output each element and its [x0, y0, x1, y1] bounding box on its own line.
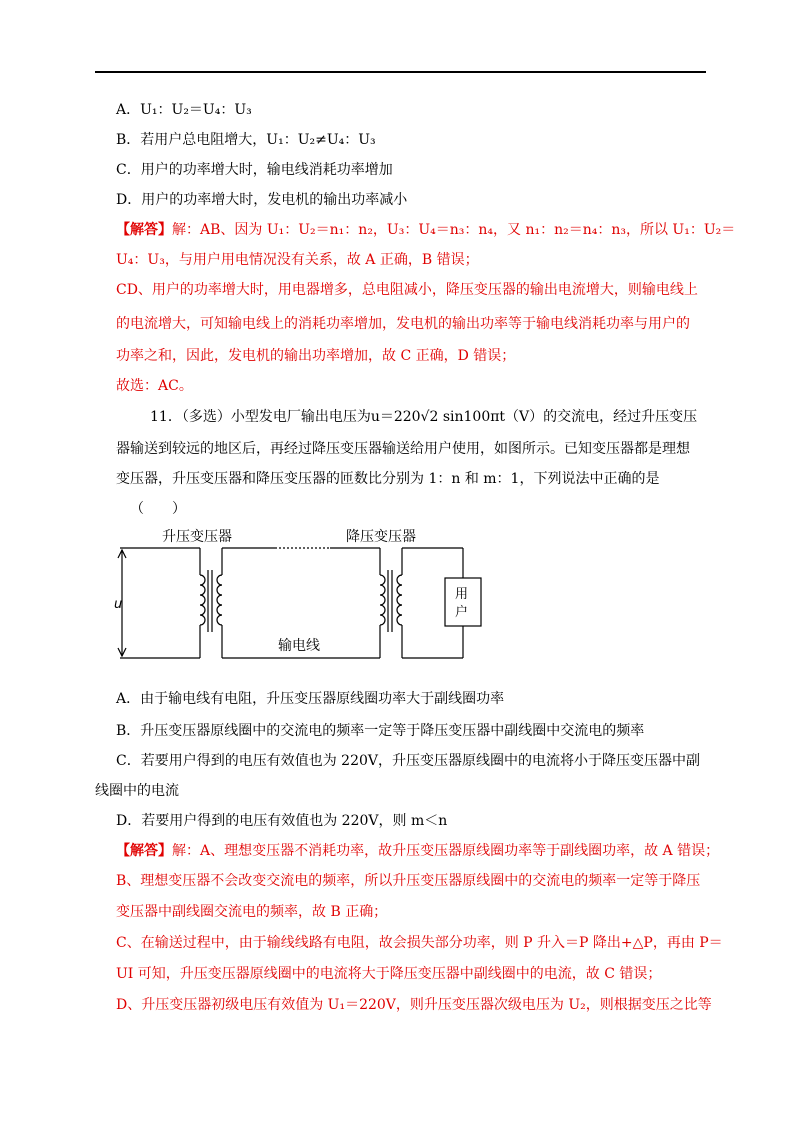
q10-answer-line-2: U₄：U₃，与用户用电情况没有关系，故 A 正确，B 错误； [116, 252, 479, 268]
q10-option-a: A．U₁：U₂＝U₄：U₃ [116, 102, 252, 118]
step-down-secondary-coil [397, 575, 402, 625]
transmission-line-label: 输电线 [278, 638, 320, 654]
q10-answer-tag: 【解答】 [116, 222, 172, 238]
q11-option-c-cont: 线圈中的电流 [95, 783, 179, 799]
q10-answer-line-1: 【解答】解：AB、因为 U₁：U₂＝n₁：n₂，U₃：U₄＝n₃：n₄，又 n₁：n₂＝n₄：n₃，所以 U₁：U₂＝ [116, 222, 736, 238]
q11-stem-line-4: （ ） [130, 501, 186, 517]
q10-answer-line-6: 故选：AC。 [116, 378, 193, 394]
step-up-label: 升压变压器 [162, 529, 232, 545]
q10-answer-line-5: 功率之和，因此，发电机的输出功率增加，故 C 正确，D 错误； [116, 348, 516, 364]
q10-option-b: B．若用户总电阻增大，U₁：U₂≠U₄：U₃ [116, 132, 376, 148]
user-label-bottom: 户 [455, 605, 469, 620]
q11-option-d: D．若要用户得到的电压有效值也为 220V，则 m＜n [116, 813, 448, 829]
q11-stem-line-2: 器输送到较远的地区后，再经过降压变压器输送给用户使用，如图所示。已知变压器都是理想 [116, 441, 690, 457]
q11-option-b: B．升压变压器原线圈中的交流电的频率一定等于降压变压器中副线圈中交流电的频率 [116, 723, 645, 739]
q11-answer-line-2: B、理想变压器不会改变交流电的频率，所以升压变压器原线圈中的交流电的频率一定等于降压 [116, 873, 701, 889]
q11-answer-line-5: UI 可知，升压变压器原线圈中的电流将大于降压变压器中副线圈中的电流，故 C 错误； [116, 966, 662, 982]
q11-option-c: C．若要用户得到的电压有效值也为 220V，升压变压器原线圈中的电流将小于降压变压器中副 [116, 753, 700, 769]
user-label-top: 用 [455, 587, 469, 602]
q11-stem-line-1: 11．（多选）小型发电厂输出电压为u＝220√2 sin100πt（V）的交流电，经过升压变压 [150, 409, 698, 425]
q11-answer-line-6: D、升压变压器初级电压有效值为 U₁＝220V，则升压变压器次级电压为 U₂，则根据变压之比等 [116, 997, 712, 1013]
circuit-diagram [100, 520, 500, 660]
q11-answer-line-4: C、在输送过程中，由于输线线路有电阻，故会损失部分功率，则 P 升入＝P 降出+△P，再由 P＝ [116, 935, 723, 951]
q11-answer-line-3: 变压器中副线圈交流电的频率，故 B 正确； [116, 904, 388, 920]
header-rule [95, 71, 706, 73]
step-down-label: 降压变压器 [346, 529, 416, 545]
voltage-label: u [114, 597, 123, 612]
q10-option-c: C．用户的功率增大时，输电线消耗功率增加 [116, 162, 393, 178]
step-down-primary-coil [380, 575, 385, 625]
q10-option-d: D．用户的功率增大时，发电机的输出功率减小 [116, 192, 408, 208]
q10-answer-line-3: CD、用户的功率增大时，用电器增多，总电阻减小，降压变压器的输出电流增大，则输电线上 [116, 282, 698, 298]
q11-answer-line-1: 【解答】解：A、理想变压器不消耗功率，故升压变压器原线圈功率等于副线圈功率，故 A 错误； [116, 843, 720, 859]
q11-option-a: A．由于输电线有电阻，升压变压器原线圈功率大于副线圈功率 [116, 691, 505, 707]
q11-stem-line-3: 变压器，升压变压器和降压变压器的匝数比分别为 1：n 和 m：1，下列说法中正确的是 [116, 471, 660, 487]
q10-answer-line-4: 的电流增大，可知输电线上的消耗功率增加，发电机的输出功率等于输电线消耗功率与用户的 [116, 316, 690, 332]
transmission-circuit-figure [100, 520, 500, 664]
step-up-secondary-coil [217, 575, 222, 625]
q11-answer-tag: 【解答】 [116, 843, 172, 859]
step-up-primary-coil [200, 575, 205, 625]
